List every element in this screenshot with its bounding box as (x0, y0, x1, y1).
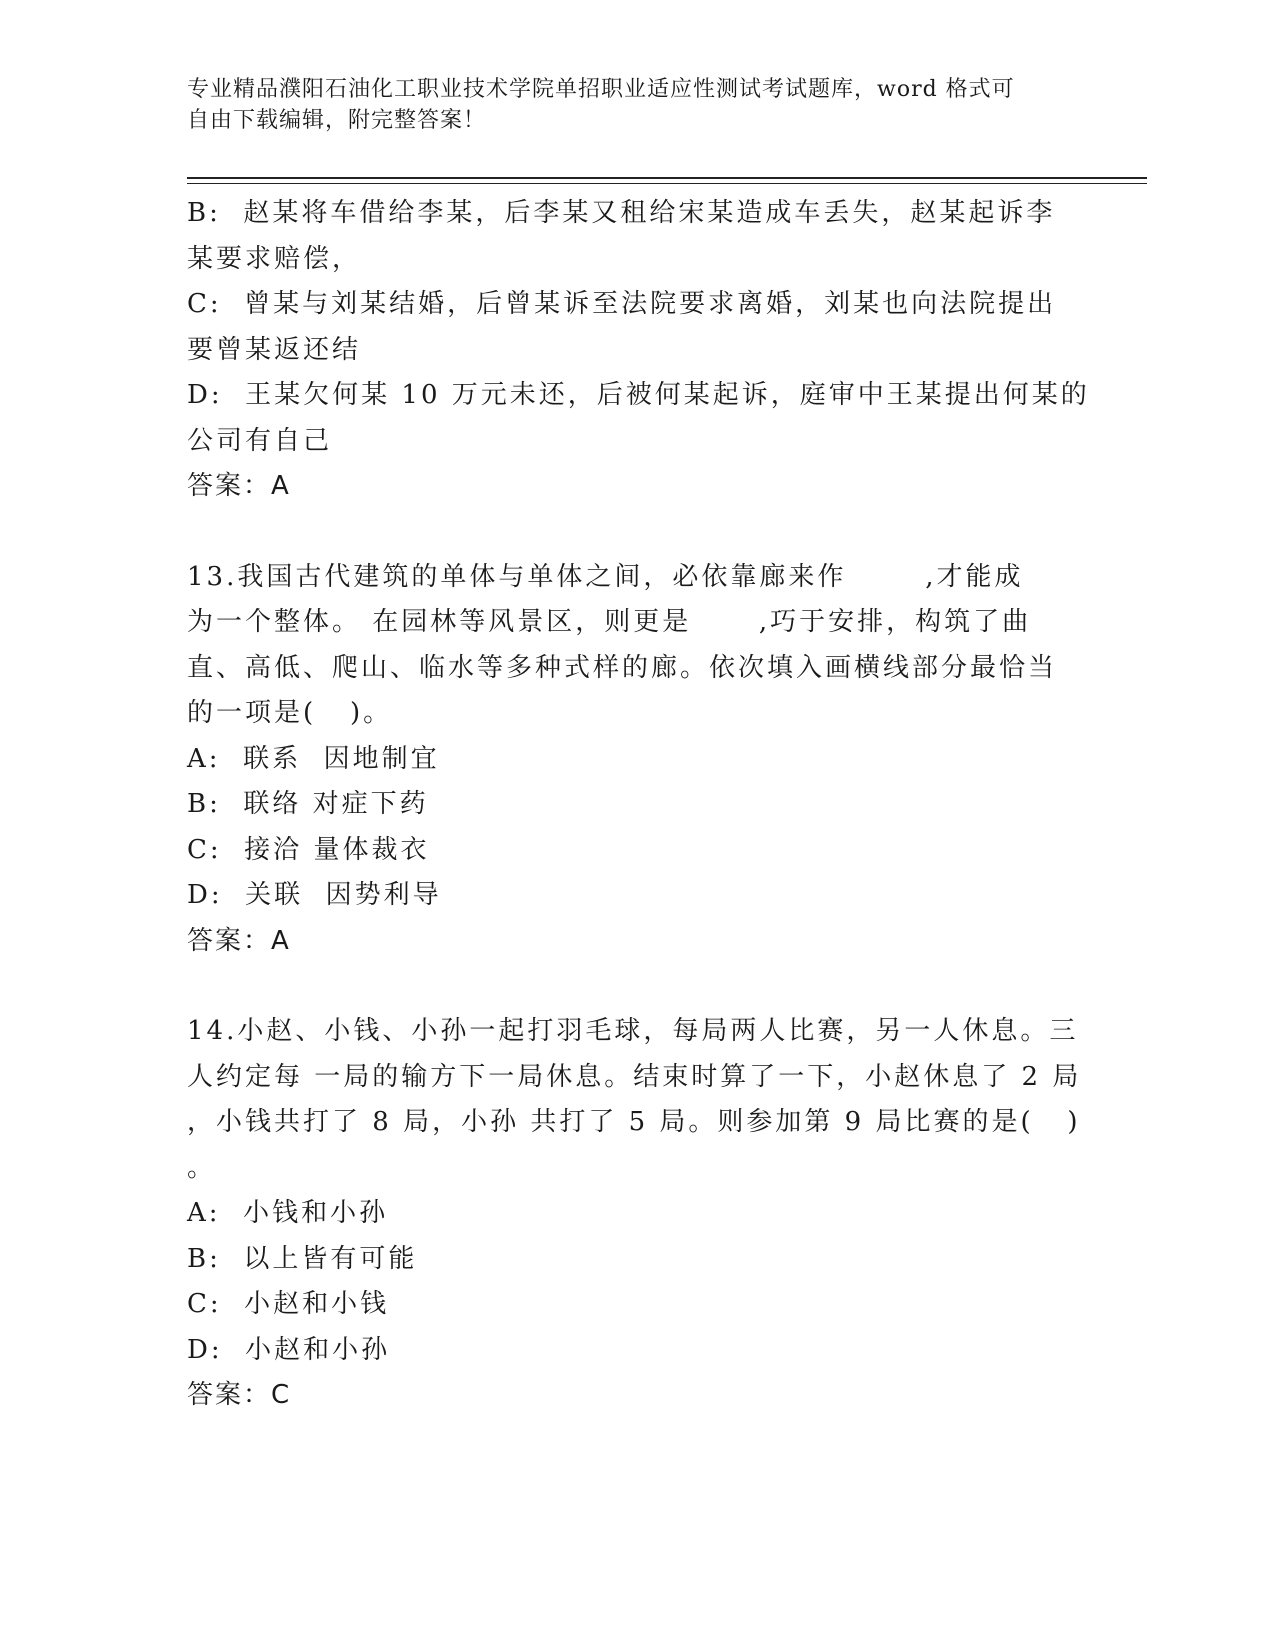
question-14-line-1: 14.小赵、小钱、小孙一起打羽毛球，每局两人比赛，另一人休息。三 (187, 1016, 1079, 1046)
question-14-option-d: D: 小赵和小孙 (187, 1334, 391, 1365)
answer-12: 答案：A (187, 471, 291, 501)
option-c-line-1: C: 曾某与刘某结婚，后曾某诉至法院要求离婚，刘某也向法院提出 (187, 289, 1057, 319)
question-14-option-a: A: 小钱和小孙 (187, 1198, 389, 1228)
option-c-line-2: 要曾某返还结 (187, 334, 362, 365)
question-14-line-4: 。 (187, 1152, 217, 1183)
header-rule-thin (187, 183, 1147, 184)
question-13-line-2: 为一个整体。 在园林等风景区，则更是 ,巧于安排，构筑了曲 (187, 607, 1032, 637)
question-12-tail (187, 191, 1090, 510)
answer-13: 答案：A (187, 925, 291, 956)
question-14 (187, 1009, 1082, 1419)
question-14-line-3: ，小钱共打了 8 局，小孙 共打了 5 局。则参加第 9 局比赛的是( ) (187, 1107, 1081, 1137)
question-13-option-a: A: 联系 因地制宜 (187, 743, 440, 774)
header-line-2: 自由下载编辑，附完整答案！ (187, 108, 487, 133)
option-d-line-1: D: 王某欠何某 10 万元未还，后被何某起诉，庭审中王某提出何某的 (187, 380, 1090, 410)
question-14-option-c: C: 小赵和小钱 (187, 1289, 390, 1319)
header-rule-thick (187, 177, 1147, 179)
question-13-line-3: 直、高低、爬山、临水等多种式样的廊。依次填入画横线部分最恰当 (187, 652, 1058, 683)
question-13 (187, 555, 1067, 965)
question-14-line-2: 人约定每 一局的输方下一局休息。结束时算了一下，小赵休息了 2 局 (187, 1061, 1082, 1092)
question-13-line-4: 的一项是( )。 (187, 698, 393, 728)
answer-14: 答案：C (187, 1380, 292, 1410)
question-13-option-d: D: 关联 因势利导 (187, 880, 442, 910)
spacer (187, 510, 1067, 555)
document-body (187, 191, 1090, 1419)
option-b-line-2: 某要求赔偿， (187, 243, 362, 274)
question-14-option-b: B: 以上皆有可能 (187, 1243, 418, 1274)
header-line-1: 专业精品濮阳石油化工职业技术学院单招职业适应性测试考试题库，word 格式可 (187, 77, 1015, 102)
question-13-option-b: B: 联络 对症下药 (187, 789, 429, 819)
question-13-option-c: C: 接洽 量体裁衣 (187, 834, 430, 865)
question-13-line-1: 13.我国古代建筑的单体与单体之间，必依靠廊来作 ,才能成 (187, 561, 1024, 592)
option-b-line-1: B: 赵某将车借给李某，后李某又租给宋某造成车丢失，赵某起诉李 (187, 198, 1056, 228)
page-header (187, 74, 1067, 136)
spacer (187, 964, 1067, 1009)
option-d-line-2: 公司有自己 (187, 425, 333, 456)
